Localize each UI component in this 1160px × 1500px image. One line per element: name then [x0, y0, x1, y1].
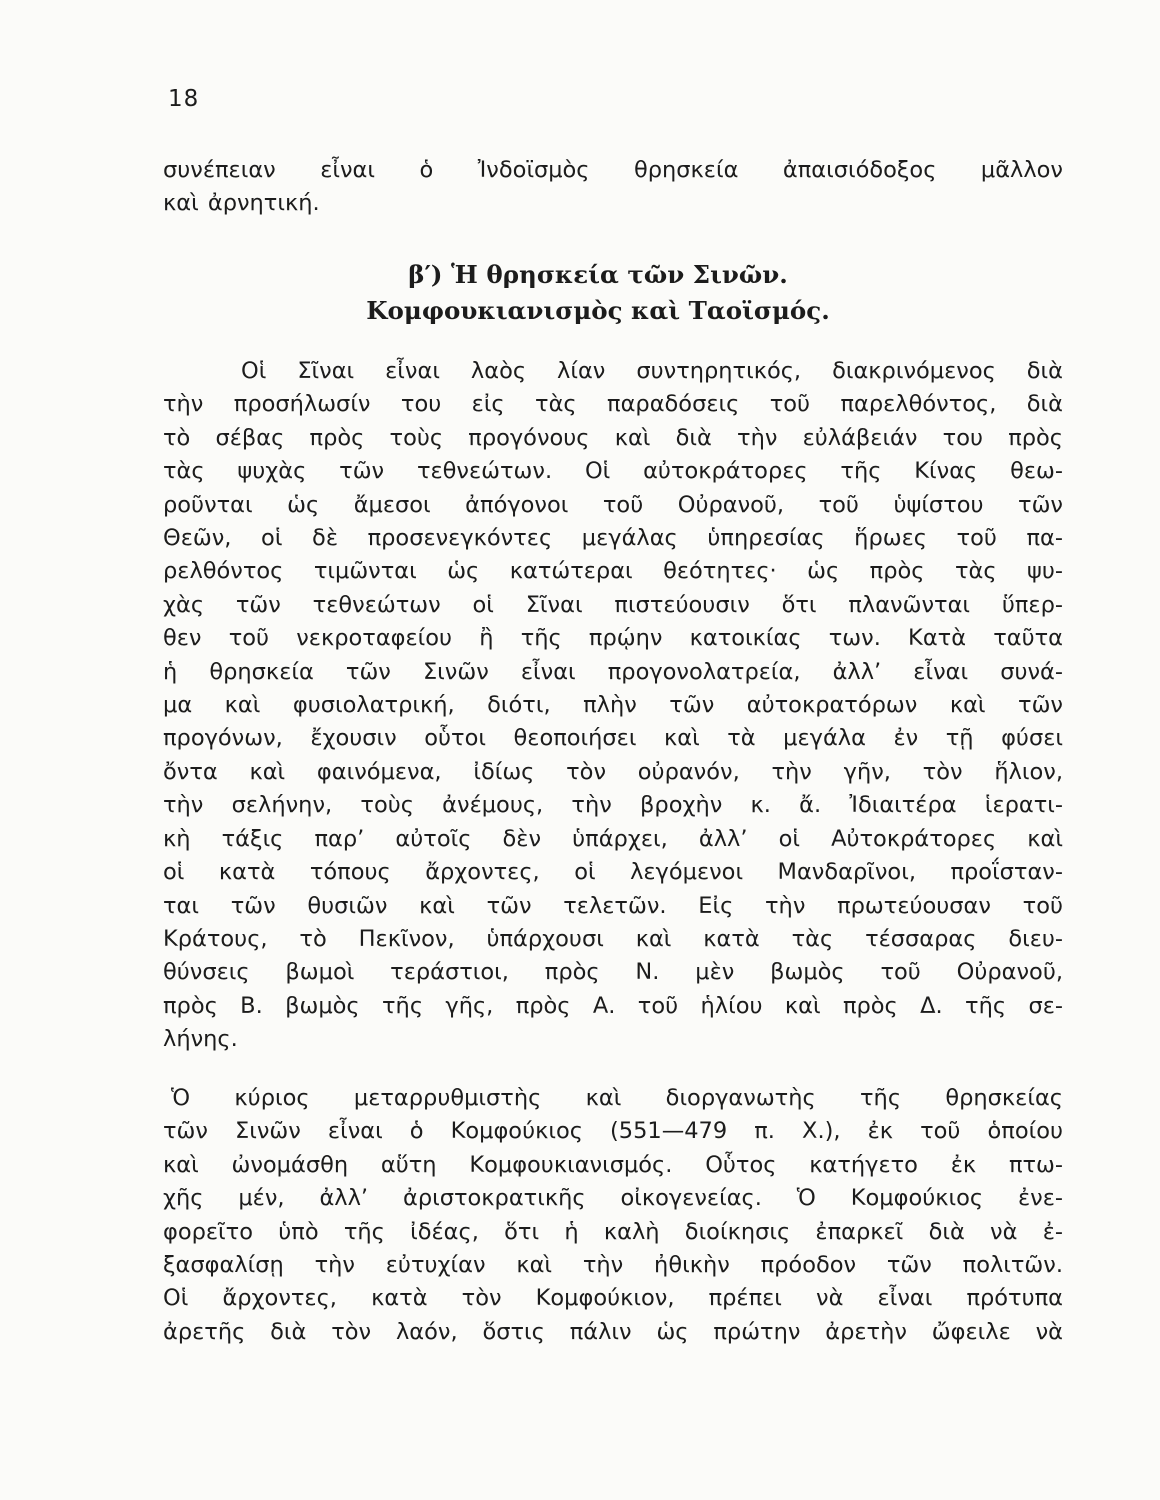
section-heading-subtitle: Κομφουκιανισμὸς καὶ Ταοϊσμός. [366, 296, 830, 325]
text-line: προγόνων, ἔχουσιν οὗτοι θεοποιήσει καὶ τὰ μεγάλα ἐν τῇ φύσει [163, 725, 1063, 752]
text-line: ἡ θρησκεία τῶν Σινῶν εἶναι προγονολατρεία, ἀλλ’ εἶναι συνά- [163, 658, 1063, 685]
text-line: ροῦνται ὡς ἄμεσοι ἀπόγονοι τοῦ Οὐρανοῦ, τοῦ ὑψίστου τῶν [163, 491, 1063, 518]
text-line: κὴ τάξις παρ’ αὐτοῖς δὲν ὑπάρχει, ἀλλ’ οἱ Αὐτοκράτορες καὶ [163, 825, 1063, 852]
text-line: ρελθόντος τιμῶνται ὡς κατώτεραι θεότητες· ὡς πρὸς τὰς ψυ- [163, 558, 1063, 585]
paragraph-chinese-religion [163, 355, 1063, 1057]
text-line: πρὸς Β. βωμὸς τῆς γῆς, πρὸς Α. τοῦ ἡλίου καὶ πρὸς Δ. τῆς σε- [163, 992, 1063, 1019]
text-line: καὶ ὠνομάσθη αὕτη Κομφουκιανισμός. Οὗτος κατήγετο ἐκ πτω- [163, 1151, 1063, 1178]
text-line: ξασφαλίσῃ τὴν εὐτυχίαν καὶ τὴν ἠθικὴν πρόοδον τῶν πολιτῶν. [163, 1252, 1063, 1279]
text-line: χὰς τῶν τεθνεώτων οἱ Σῖναι πιστεύουσιν ὅτι πλανῶνται ὕπερ- [163, 591, 1063, 618]
text-line: τὴν σελήνην, τοὺς ἀνέμους, τὴν βροχὴν κ. ἄ. Ἰδιαιτέρα ἱερατι- [163, 792, 1063, 819]
text-line: ται τῶν θυσιῶν καὶ τῶν τελετῶν. Εἰς τὴν πρωτεύουσαν τοῦ [163, 892, 1063, 919]
text-line: Θεῶν, οἱ δὲ προσενεγκόντες μεγάλας ὑπηρεσίας ἥρωες τοῦ πα- [163, 525, 1063, 552]
text-line: τὸ σέβας πρὸς τοὺς προγόνους καὶ διὰ τὴν εὐλάβειάν του πρὸς [163, 424, 1063, 451]
text-line: τῶν Σινῶν εἶναι ὁ Κομφούκιος (551—479 π. Χ.), ἐκ τοῦ ὁποίου [163, 1118, 1063, 1145]
text-line: Οἱ Σῖναι εἶναι λαὸς λίαν συντηρητικός, διακρινόμενος διὰ [241, 358, 1063, 384]
text-line: θεν τοῦ νεκροταφείου ἢ τῆς πρῴην κατοικίας των. Κατὰ ταῦτα [163, 625, 1063, 652]
text-line: τὴν προσήλωσίν του εἰς τὰς παραδόσεις τοῦ παρελθόντος, διὰ [163, 391, 1063, 418]
text-line: λήνης. [163, 1026, 238, 1053]
text-line: χῆς μέν, ἀλλ’ ἀριστοκρατικῆς οἰκογενείας. Ὁ Κομφούκιος ἐνε- [163, 1185, 1063, 1212]
text-line: οἱ κατὰ τόπους ἄρχοντες, οἱ λεγόμενοι Μανδαρῖνοι, προΐσταν- [163, 859, 1063, 886]
page-number: 18 [168, 86, 200, 112]
text-line: μα καὶ φυσιολατρική, διότι, πλὴν τῶν αὐτοκρατόρων καὶ τῶν [163, 692, 1063, 719]
paragraph-continuation [163, 154, 1063, 221]
text-line: ὄντα καὶ φαινόμενα, ἰδίως τὸν οὐρανόν, τὴν γῆν, τὸν ἥλιον, [163, 758, 1063, 785]
text-line: φορεῖτο ὑπὸ τῆς ἰδέας, ὅτι ἡ καλὴ διοίκησις ἐπαρκεῖ διὰ νὰ ἐ- [163, 1218, 1063, 1245]
text-line: Ὁ κύριος μεταρρυθμιστὴς καὶ διοργανωτὴς τῆς θρησκείας [171, 1085, 1063, 1111]
text-line: Κράτους, τὸ Πεκῖνον, ὑπάρχουσι καὶ κατὰ τὰς τέσσαρας διευ- [163, 925, 1063, 952]
text-line: καὶ ἀρνητική. [163, 190, 320, 217]
text-line: τὰς ψυχὰς τῶν τεθνεώτων. Οἱ αὐτοκράτορες τῆς Κίνας θεω- [163, 458, 1063, 485]
text-line: ἀρετῆς διὰ τὸν λαόν, ὅστις πάλιν ὡς πρώτην ἀρετὴν ὤφειλε νὰ [163, 1318, 1063, 1345]
text-line: Οἱ ἄρχοντες, κατὰ τὸν Κομφούκιον, πρέπει νὰ εἶναι πρότυπα [163, 1285, 1063, 1312]
section-heading-title: β′) Ἡ θρησκεία τῶν Σινῶν. [408, 260, 788, 289]
text-line: συνέπειαν εἶναι ὁ Ἰνδοϊσμὸς θρησκεία ἀπαισιόδοξος μᾶλλον [163, 157, 1063, 183]
text-line: θύνσεις βωμοὶ τεράστιοι, πρὸς Ν. μὲν βωμὸς τοῦ Οὐρανοῦ, [163, 959, 1063, 986]
paragraph-confucius [163, 1082, 1063, 1349]
